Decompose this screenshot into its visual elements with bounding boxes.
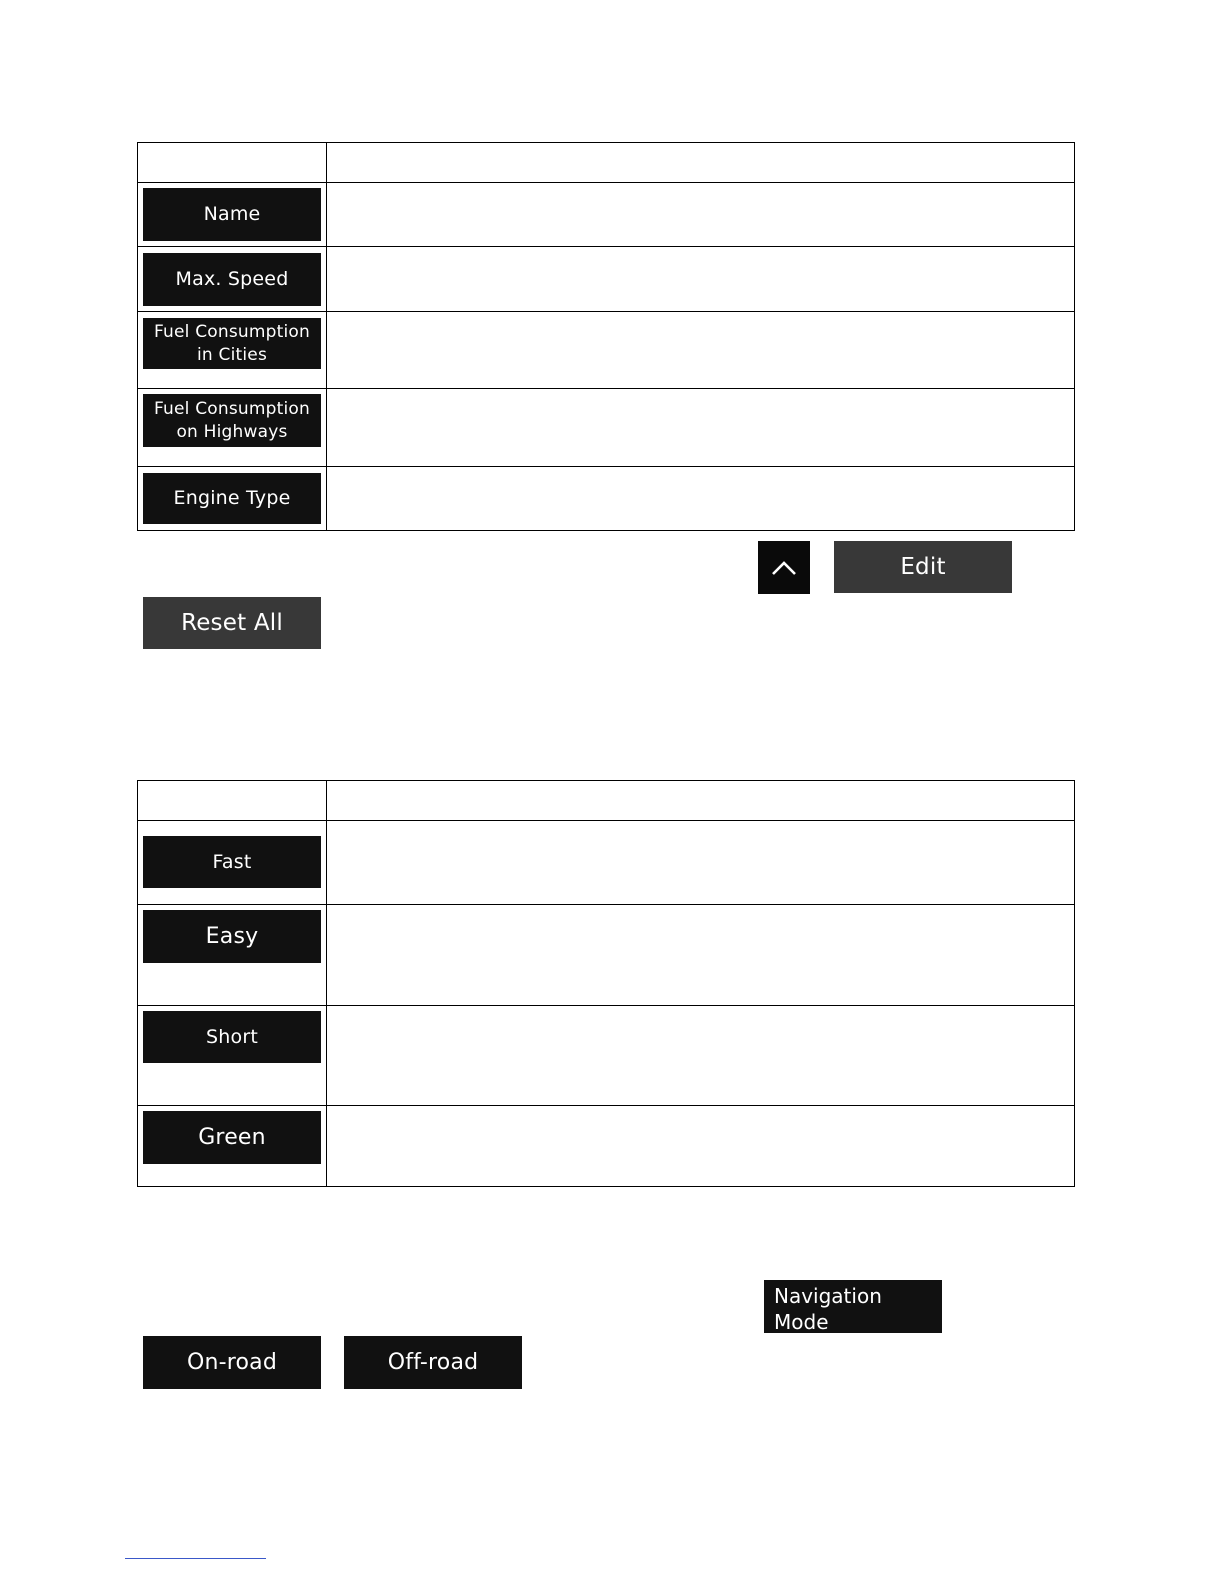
- chevron-up-icon: [771, 560, 797, 576]
- on-road-button-label: On-road: [186, 1350, 278, 1375]
- fast-button-label: Fast: [212, 850, 252, 873]
- edit-button[interactable]: [834, 541, 1012, 593]
- engine-type-button-label: Engine Type: [173, 487, 291, 509]
- table-header-row: [138, 143, 1075, 183]
- off-road-button-label: Off-road: [387, 1350, 479, 1375]
- up-button[interactable]: [758, 541, 810, 594]
- green-button[interactable]: [143, 1111, 321, 1164]
- reset-all-button-label: Reset All: [181, 609, 283, 636]
- fuel-consumption-highways-button[interactable]: [143, 394, 321, 447]
- table-header-row: [138, 781, 1075, 821]
- green-button-label: Green: [198, 1125, 266, 1150]
- short-button-label: Short: [206, 1025, 258, 1048]
- edit-button-label: Edit: [900, 553, 946, 580]
- fuel-consumption-cities-button[interactable]: [143, 318, 321, 369]
- fuel-highways-line2: on Highways: [176, 421, 288, 442]
- max-speed-button-label: Max. Speed: [175, 268, 289, 290]
- name-button[interactable]: [143, 188, 321, 241]
- fast-button[interactable]: [143, 836, 321, 888]
- navigation-mode-title: Navigation Mode: [774, 1284, 882, 1334]
- navigation-mode-button[interactable]: [764, 1280, 942, 1354]
- navigation-mode-value: On-road: [774, 1335, 839, 1354]
- easy-button-label: Easy: [205, 924, 259, 949]
- off-road-button[interactable]: [344, 1336, 522, 1389]
- fuel-cities-line1: Fuel Consumption: [153, 321, 310, 342]
- max-speed-button[interactable]: [143, 253, 321, 306]
- fuel-highways-line1: Fuel Consumption: [153, 398, 310, 419]
- footnote-divider: [125, 1558, 266, 1559]
- fuel-cities-line2: in Cities: [197, 344, 267, 365]
- engine-type-button[interactable]: [143, 473, 321, 524]
- short-button[interactable]: [143, 1011, 321, 1063]
- name-button-label: Name: [203, 203, 261, 225]
- reset-all-button[interactable]: [143, 597, 321, 649]
- easy-button[interactable]: [143, 910, 321, 963]
- on-road-button[interactable]: [143, 1336, 321, 1389]
